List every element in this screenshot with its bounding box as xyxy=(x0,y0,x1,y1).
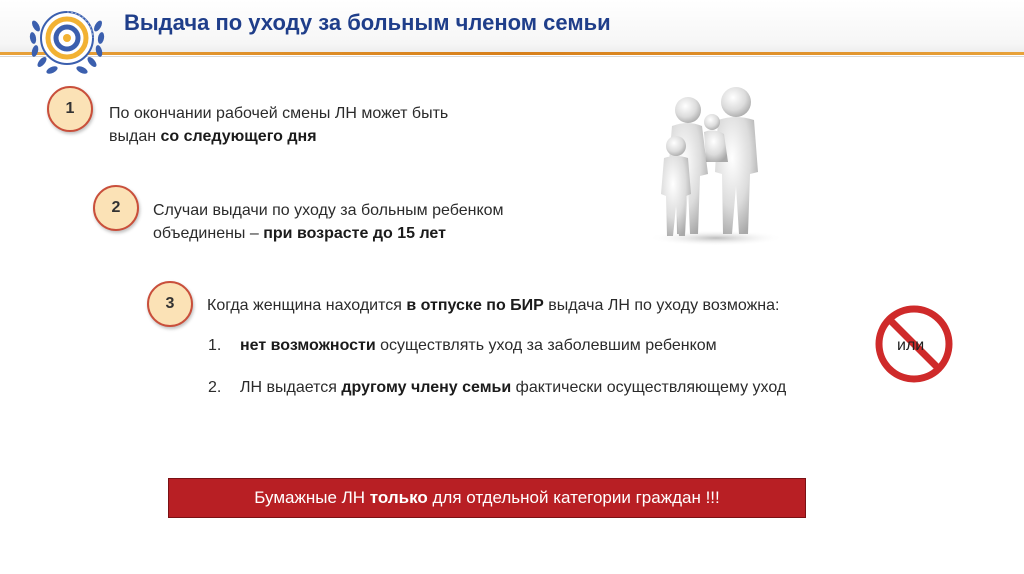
item-1-text xyxy=(109,102,448,148)
sublist-item-2 xyxy=(208,379,786,397)
header-divider xyxy=(0,56,1024,57)
sublist-item-2-text: фактически осуществляющему уход xyxy=(511,379,787,396)
item-1-line-1: По окончании рабочей смены ЛН может быть xyxy=(109,105,449,122)
sublist-item-1 xyxy=(208,337,717,355)
banner-suffix: для отдельной категории граждан !!! xyxy=(427,488,720,507)
sublist-item-1-number: 1. xyxy=(208,337,222,354)
item-3-bold: в отпуске по БИР xyxy=(406,297,544,314)
item-2-line-1: Случаи выдачи по уходу за больным ребенком xyxy=(153,202,504,219)
item-1-line-2-prefix: выдан xyxy=(109,128,161,145)
sublist-item-2-prefix: ЛН выдается xyxy=(240,379,342,396)
family-figures-icon xyxy=(636,76,792,248)
item-2-text xyxy=(153,199,504,245)
item-3-text xyxy=(207,294,779,317)
item-2-line-2-prefix: объединены – xyxy=(153,225,264,242)
number-badge-2: 2 xyxy=(93,185,139,231)
notice-banner xyxy=(168,478,806,518)
item-3-prefix: Когда женщина находится xyxy=(207,297,407,314)
sublist-item-2-bold: другому члену семьи xyxy=(341,379,512,396)
sublist-item-2-number: 2. xyxy=(208,379,222,396)
item-1-line-2-bold: со следующего дня xyxy=(160,128,317,145)
number-badge-3: 3 xyxy=(147,281,193,327)
or-label: или xyxy=(897,337,925,354)
number-badge-1: 1 xyxy=(47,86,93,132)
header-accent-line xyxy=(0,52,1024,55)
fss-emblem-icon xyxy=(26,6,108,78)
sublist-item-1-bold: нет возможности xyxy=(240,337,376,354)
item-1-line-2 xyxy=(109,125,448,148)
item-3-suffix: выдача ЛН по уходу возможна: xyxy=(543,297,780,314)
banner-prefix: Бумажные ЛН xyxy=(254,488,370,507)
item-2-line-2-bold: при возрасте до 15 лет xyxy=(263,225,446,242)
item-2-line-2 xyxy=(153,222,504,245)
banner-bold: только xyxy=(369,488,428,507)
page-title: Выдача по уходу за больным членом семьи xyxy=(124,10,611,35)
sublist-item-1-text: осуществлять уход за заболевшим ребенком xyxy=(375,337,717,354)
